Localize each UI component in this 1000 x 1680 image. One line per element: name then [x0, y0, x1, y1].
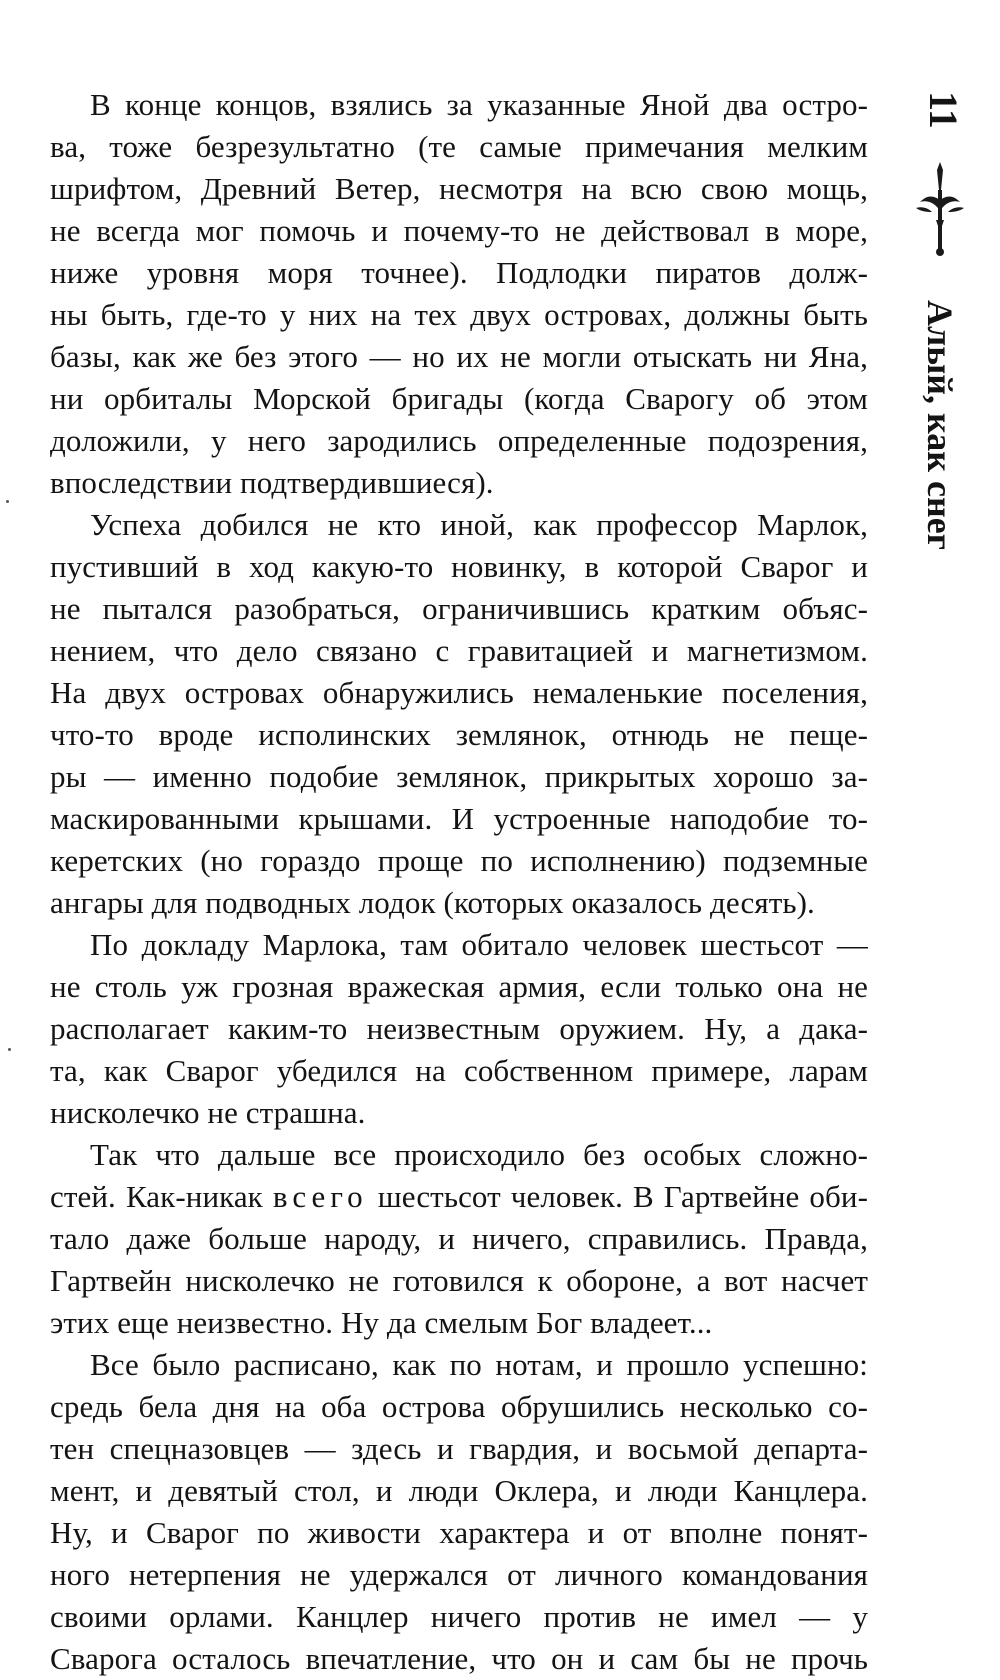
text-line: располагает каким-то неизвестным оружием. Ну, а дака- [50, 1011, 868, 1046]
text-line: ного нетерпения не удержался от личного командования [50, 1557, 868, 1592]
text-line: Все было расписано, как по нотам, и прошло успешно: [90, 1347, 868, 1382]
emphasis-sparse: всего [272, 1179, 368, 1214]
text-line: та, как Сварог убедился на собственном примере, ларам [50, 1053, 868, 1088]
text-line: не всегда мог помочь и почему-то не действовал в море, [50, 213, 868, 248]
text-line: этих еще неизвестно. Ну да смелым Бог владеет... [50, 1305, 713, 1340]
text-line: керетских (но гораздо проще по исполнению) подземные [50, 843, 868, 878]
print-speck [8, 1048, 11, 1051]
text-line: своими орлами. Канцлер ничего против не имел — у [50, 1599, 868, 1634]
text-line: мент, и девятый стол, и люди Оклера, и люди Канцлера. [50, 1473, 868, 1508]
text-line: не столь уж грозная вражеская армия, если только она не [50, 969, 868, 1004]
text-line: нисколечко не страшна. [50, 1095, 366, 1130]
text-line: шрифтом, Древний Ветер, несмотря на всю свою мощь, [50, 171, 868, 206]
text-line: Ну, и Сварог по живости характера и от вполне понят- [50, 1515, 868, 1550]
text-line: ва, тоже безрезультатно (те самые примечания мелким [50, 129, 868, 164]
page-number: 11 [921, 91, 966, 129]
text-line: средь бела дня на оба острова обрушились несколько со- [50, 1389, 868, 1424]
running-title: Алый, как снег [920, 300, 960, 551]
print-speck [6, 500, 9, 503]
text-line: тало даже больше народу, и ничего, справились. Правда, [50, 1221, 868, 1256]
text-line: пустивший в ход какую-то новинку, в которой Сварог и [50, 549, 868, 584]
text-line: ны быть, где-то у них на тех двух островах, должны быть [50, 297, 868, 332]
sword-ornament-icon [910, 160, 970, 260]
text-segment: шестьсот человек. В Гартвейне оби- [367, 1179, 868, 1214]
text-line: ни орбиталы Морской бригады (когда Сварогу об этом [50, 381, 868, 416]
text-line: По докладу Марлока, там обитало человек шестьсот — [90, 927, 868, 962]
text-line: Так что дальше все происходило без особых сложно- [90, 1137, 868, 1172]
text-line: доложили, у него зародились определенные подозрения, [50, 423, 868, 458]
text-line: В конце концов, взялись за указанные Яной два остро- [90, 87, 868, 122]
text-line: нением, что дело связано с гравитацией и магнетизмом. [50, 633, 868, 668]
text-line: Гартвейн нисколечко не готовился к обороне, а вот насчет [50, 1263, 868, 1298]
text-line: не пытался разобраться, ограничившись кратким объяс- [50, 591, 868, 626]
text-line: базы, как же без этого — но их не могли отыскать ни Яна, [50, 339, 868, 374]
text-line [50, 1176, 868, 1218]
text-line: ры — именно подобие землянок, прикрытых хорошо за- [50, 759, 868, 794]
text-line: Сварога осталось впечатление, что он и сам бы не прочь [50, 1641, 868, 1676]
body-text [50, 84, 868, 1680]
running-title-container [900, 300, 980, 570]
text-line: впоследствии подтвердившиеся). [50, 465, 494, 500]
text-line: маскированными крышами. И устроенные наподобие то- [50, 801, 868, 836]
text-line: ангары для подводных лодок (которых оказалось десять). [50, 885, 815, 920]
text-line: тен спецназовцев — здесь и гвардия, и восьмой департа- [50, 1431, 868, 1466]
text-segment: стей. Как-никак [50, 1179, 273, 1214]
text-line: что-то вроде исполинских землянок, отнюдь не пеще- [50, 717, 868, 752]
text-line: Успеха добился не кто иной, как профессор Марлок, [90, 507, 868, 542]
text-line: На двух островах обнаружились немаленькие поселения, [50, 675, 868, 710]
text-line: ниже уровня моря точнее). Подлодки пиратов долж- [50, 255, 868, 290]
